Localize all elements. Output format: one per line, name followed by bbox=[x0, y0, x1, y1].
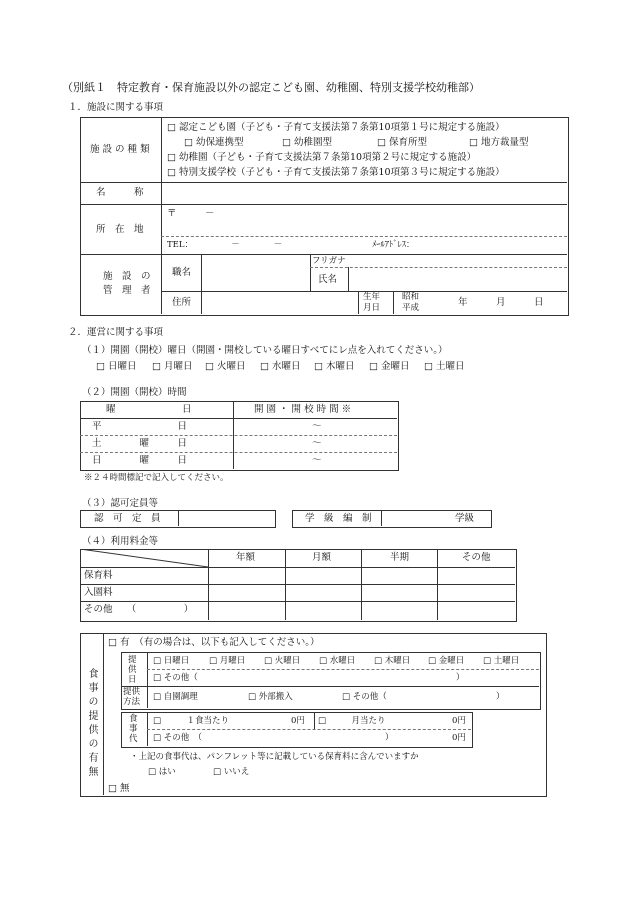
era-showa[interactable]: 昭和 bbox=[402, 292, 420, 302]
hours-weekday-range[interactable]: ～ bbox=[312, 421, 322, 432]
fees-col-other: その他 bbox=[462, 552, 491, 563]
document-title: （別紙１ 特定教育・保育施設以外の認定こども園、幼稚園、特別支援学校幼稚部） bbox=[62, 81, 480, 94]
residence-label: 住所 bbox=[172, 297, 192, 308]
type-option-yoho[interactable]: □ 幼保連携型 bbox=[184, 137, 244, 148]
section1-heading: １．施設に関する事項 bbox=[68, 102, 164, 113]
fees-col-annual: 年額 bbox=[236, 552, 256, 563]
hours-heading: （２）開園（開校）時間 bbox=[82, 387, 187, 398]
fees-header-diagonal bbox=[80, 549, 208, 567]
hours-note: ※２４時間標記で記入してください。 bbox=[84, 473, 229, 483]
method-label-2: 方法 bbox=[123, 697, 141, 707]
meal-day-sun[interactable]: □ 日曜日 bbox=[153, 656, 190, 666]
hours-row-weekday: 平 日 bbox=[92, 421, 188, 432]
open-days-heading: （１）開園（開校）曜日（開園・開校している曜日すべてにレ点を入れてください。） bbox=[82, 345, 448, 356]
name-field[interactable] bbox=[163, 184, 565, 202]
type-option-yochien-gata[interactable]: □ 幼稚園型 bbox=[282, 137, 332, 148]
fees-row-tuition: 保育料 bbox=[84, 570, 113, 581]
manager-label-line1: 施 設 の bbox=[103, 271, 151, 282]
open-day-wed[interactable]: □ 水曜日 bbox=[260, 361, 301, 372]
email-field[interactable]: ﾒｰﾙｱﾄﾞﾚｽ： bbox=[372, 240, 415, 250]
cost-per-meal[interactable]: □ １食当たり bbox=[153, 716, 230, 726]
name-label: 名 称 bbox=[96, 187, 144, 198]
manager-label-line2: 管 理 者 bbox=[103, 285, 151, 296]
hours-saturday-range[interactable]: ～ bbox=[312, 438, 322, 449]
fees-row-other: その他 （ ） bbox=[84, 604, 194, 615]
tel-field[interactable]: TEL： － － bbox=[167, 240, 283, 250]
capacity-heading: （３）認可定員等 bbox=[82, 498, 159, 509]
hours-row-saturday: 土 曜 日 bbox=[92, 438, 188, 449]
method-other-close: ） bbox=[496, 692, 505, 702]
hours-col-time: 開 園 ・ 開 校 時 間 ※ bbox=[254, 404, 352, 415]
cost-per-month-yen: 0円 bbox=[452, 716, 466, 726]
person-name-label: 氏名 bbox=[318, 274, 338, 285]
class-unit: 学級 bbox=[455, 513, 475, 524]
hours-row-sunday: 日 曜 日 bbox=[92, 455, 188, 466]
cost-other[interactable]: □ その他 （ bbox=[153, 733, 202, 743]
capacity-field[interactable] bbox=[180, 511, 273, 525]
meal-day-other-close: ） bbox=[456, 673, 465, 683]
address-label: 所 在 地 bbox=[96, 224, 144, 235]
type-option-kodomoen[interactable]: □ 認定こども園（子ども・子育て支援法第７条第10項第１号に規定する施設） bbox=[167, 122, 505, 133]
type-option-hoikusho[interactable]: □ 保育所型 bbox=[377, 137, 427, 148]
method-label-1: 提供 bbox=[123, 687, 141, 697]
birth-label-2: 月日 bbox=[363, 303, 381, 313]
meal-day-mon[interactable]: □ 月曜日 bbox=[209, 656, 246, 666]
class-label: 学 級 編 制 bbox=[305, 513, 372, 524]
cost-other-yen: 0円 bbox=[452, 733, 466, 743]
type-option-yochien[interactable]: □ 幼稚園（子ども・子育て支援法第７条第10項第２号に規定する施設） bbox=[167, 152, 477, 163]
furigana-label: フリガナ bbox=[312, 256, 346, 266]
birth-date-units: 年 月 日 bbox=[458, 297, 544, 308]
meal-day-wed[interactable]: □ 水曜日 bbox=[319, 656, 356, 666]
meal-day-thu[interactable]: □ 木曜日 bbox=[374, 656, 411, 666]
facility-type-label: 施 設 の 種 類 bbox=[90, 144, 150, 155]
birth-label-1: 生年 bbox=[363, 292, 381, 302]
open-day-sat[interactable]: □ 土曜日 bbox=[424, 361, 465, 372]
fees-col-monthly: 月額 bbox=[312, 552, 332, 563]
meal-day-fri[interactable]: □ 金曜日 bbox=[428, 656, 465, 666]
meal-day-tue[interactable]: □ 火曜日 bbox=[264, 656, 301, 666]
meals-yes-option[interactable]: □ 有 （有の場合は、以下も記入してください。） bbox=[108, 637, 320, 648]
hours-col-weekday: 曜 日 bbox=[106, 404, 192, 415]
fees-row-admission: 入園料 bbox=[84, 587, 113, 598]
cost-other-close: ） bbox=[385, 733, 394, 743]
meal-day-sat[interactable]: □ 土曜日 bbox=[483, 656, 520, 666]
type-option-tokubetsu[interactable]: □ 特別支援学校（子ども・子育て支援法第７条第10項第３号に規定する施設） bbox=[167, 167, 505, 178]
postal-code-field[interactable]: 〒 － bbox=[167, 208, 215, 219]
meal-day-other[interactable]: □ その他（ bbox=[153, 673, 198, 683]
type-option-chiho[interactable]: □ 地方裁量型 bbox=[469, 137, 529, 148]
method-in-house[interactable]: □ 自園調理 bbox=[153, 692, 198, 702]
hours-sunday-range[interactable]: ～ bbox=[312, 455, 322, 466]
meal-included-no[interactable]: □ いいえ bbox=[213, 767, 250, 777]
era-heisei[interactable]: 平成 bbox=[402, 303, 420, 313]
meal-included-yes[interactable]: □ はい bbox=[148, 767, 176, 777]
fees-col-half: 半期 bbox=[390, 552, 410, 563]
open-day-mon[interactable]: □ 月曜日 bbox=[152, 361, 193, 372]
open-day-sun[interactable]: □ 日曜日 bbox=[96, 361, 137, 372]
section2-heading: ２．運営に関する事項 bbox=[68, 327, 164, 338]
method-other[interactable]: □ その他（ bbox=[342, 692, 387, 702]
meal-included-question: ・上記の食事代は、パンフレット等に記載している保育料に含んでいますか bbox=[130, 752, 419, 762]
meal-cost-label: 食事代 bbox=[129, 714, 138, 744]
capacity-label: 認 可 定 員 bbox=[94, 513, 161, 524]
open-day-tue[interactable]: □ 火曜日 bbox=[205, 361, 246, 372]
fees-heading: （４）利用料金等 bbox=[82, 536, 159, 547]
open-day-fri[interactable]: □ 金曜日 bbox=[369, 361, 410, 372]
method-external[interactable]: □ 外部搬入 bbox=[248, 692, 293, 702]
cost-per-meal-yen: 0円 bbox=[291, 716, 305, 726]
cost-per-month[interactable]: □ 月当たり bbox=[318, 716, 386, 726]
meals-no-option[interactable]: □ 無 bbox=[108, 783, 130, 794]
provide-day-label: 提供日 bbox=[128, 655, 137, 685]
open-day-thu[interactable]: □ 木曜日 bbox=[314, 361, 355, 372]
meals-side-label: 食事の提供の有無 bbox=[86, 668, 97, 780]
post-label: 職名 bbox=[172, 267, 192, 278]
